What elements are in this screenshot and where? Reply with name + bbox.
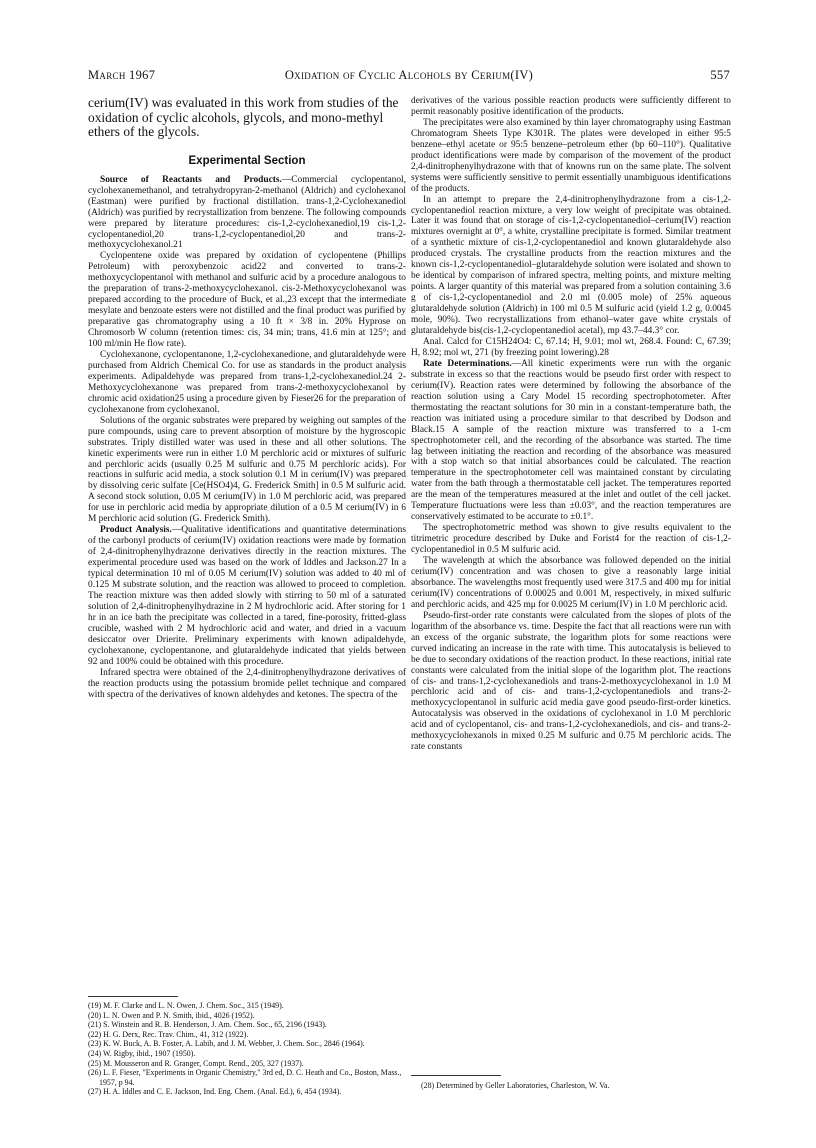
paragraph-text: —Commercial cyclopentanol, cyclohexanemethanol, and tetrahydropyran-2-methanol (Aldrich) and cyclohexanol (Eastman) were purified by fractional distillation. trans-1,2-Cyclohexanediol (Aldrich) was purified by recrystallization from benzene. The following compounds were prepared by literature procedures: cis-1,2-cyclohexanediol,19 cis-1,2-cyclopentanediol,20 trans-1,2-cyclopentanediol,20 and trans-2-methoxycyclohexanol.21 xyxy=(88,174,406,251)
left-column xyxy=(88,96,406,700)
footnote: (28) Determined by Geller Laboratories, Charleston, W. Va. xyxy=(421,1081,610,1090)
references-divider xyxy=(88,996,178,997)
references-list xyxy=(88,1001,406,1097)
paragraph-wavelength: The wavelength at which the absorbance was followed depended on the initial cerium(IV) concentration and was chosen to give a reasonably large initial absorbance. The wavelengths most frequently used were 317.5 and 400 mμ for initial cerium(IV) concentrations of 0.00025 and 0.001 M, respectively, in mixed sulfuric and perchloric acids, and 425 mμ for 0.0025 M cerium(IV) in 1.0 M perchloric acid. xyxy=(411,556,731,610)
reference-item: (19) M. F. Clarke and L. N. Owen, J. Chem. Soc., 315 (1949). xyxy=(88,1001,284,1010)
right-column xyxy=(411,96,731,753)
paragraph-text: —Qualitative identifications and quantitative determinations of the carbonyl products of cerium(IV) oxidation reactions were made by formation of 2,4-dinitrophenylhydrazone derivatives directly in the reaction mixtures. The experimental procedure used was based on the work of Iddles and Jackson.27 In a typical determination 10 ml of 0.05 M cerium(IV) solution was added to 40 ml of 0.125 M substrate solution, and the reaction was allowed to proceed to completion. The reaction mixture was then added slowly with stirring to 50 ml of a saturated solution of 2,4-dinitrophenylhydrazine in 2 M hydrochloric acid. After storing for 1 hr in an ice bath the precipitate was collected in a tared, fine-porosity, fritted-glass crucible, washed with 2 M hydrochloric acid and water, and dried in a vacuum desiccator over Drierite. Preliminary experiments with known adipaldehyde, cyclohexanone, cyclopentanone, and glutaraldehyde indicated that yields between 92 and 100% could be obtained with this procedure. xyxy=(88,525,406,667)
paragraph-tlc: The precipitates were also examined by thin layer chromatography using Eastman Chromatogram Sheets Type K301R. The plates were developed in either 95:5 benzene–ethyl acetate or 95:5 benzene–petroleum ether (bp 60–110°). Qualitative product identifications were made by comparison of the movement of the product 2,4-dinitrophenylhydrazone with that of knowns run on the same plate. The solvent systems were sufficiently sensitive to permit essentially unambiguous identifications of the products. xyxy=(411,117,731,194)
reference-item: (22) H. G. Derx, Rec. Trav. Chim., 41, 312 (1922). xyxy=(88,1029,249,1039)
paragraph-standards: Cyclohexanone, cyclopentanone, 1,2-cyclohexanedione, and glutaraldehyde were purchased from Aldrich Chemical Co. for use as standards in the product analysis experiments. Adipaldehyde was prepared from trans-1,2-cyclohexanediol.24 2-Methoxycyclohexanone was prepared from trans-2-methoxycyclohexanol by chromic acid oxidation25 using a procedure given by Fieser26 for the preparation of cyclohexanone from cyclohexanol. xyxy=(88,349,406,415)
reference-item: (21) S. Winstein and R. B. Henderson, J. Am. Chem. Soc., 65, 2196 (1943). xyxy=(88,1020,327,1030)
journal-date: March 1967 xyxy=(88,68,156,82)
paragraph-rate-determinations xyxy=(411,359,731,523)
paragraph-rate-constants: Pseudo-first-order rate constants were calculated from the slopes of plots of the logarithm of the absorbance vs. time. Despite the fact that all reactions were run with an excess of the organic substrate, the logarithm plots for some reactions were curved indicating an increase in the rate with time. This autocatalysis is believed to be due to secondary oxidations of the reaction product. In these reactions, initial rate constants were calculated from the initial slope of the logarithm plot. The reactions of cis- and trans-1,2-cyclohexanediols and trans-2-methoxycyclohexanol in 1.0 M perchloric acid and of cis- and trans-1,2-cyclopentanediols and trans-2-methoxycyclopentanol in sulfuric acid media gave good pseudo-first-order kinetics. Autocatalysis was observed in the oxidations of cyclohexanol in 1.0 M perchloric acid and of cyclopentanol, cis- and trans-1,2-cyclohexanediols, and cis- and trans-2-methoxycyclohexanols in mixed 0.25 M sulfuric and 0.75 M perchloric acids. The rate constants xyxy=(411,610,731,753)
article-running-title: Oxidation of Cyclic Alcohols by Cerium(IV) xyxy=(284,68,534,82)
runin-heading-source: Source of Reactants and Products. xyxy=(100,174,282,185)
footnote-divider xyxy=(411,1075,501,1076)
section-heading: Experimental Section xyxy=(188,154,306,167)
paragraph-glutaraldehyde-acetal: In an attempt to prepare the 2,4-dinitrophenylhydrazone from a cis-1,2-cyclopentanediol reaction mixture, a very low weight of precipitate was obtained. Later it was found that on storage of cis-1,2-cyclopentanediol–cerium(IV) reaction mixtures overnight at 0°, a white, crystalline precipitate is formed. Similar treatment of a synthetic mixture of cis-1,2-cyclopentanediol and known glutaraldehyde also produced crystals. The crystalline products from the reaction mixtures and the known cis-1,2-cyclopentanediol–glutaraldehyde solution were isolated and shown to be identical by comparison of infrared spectra, melting points, and mixture melting points. A larger quantity of this material was prepared from a solution containing 3.6 g of cis-1,2-cyclopentanediol and 2.0 ml (0.005 mole) of 25% aqueous glutaraldehyde solution (Aldrich) in 100 ml 0.5 M sulfuric acid (yield 1.2 g, 0.0045 mole, 90%). Two recrystallizations from ethanol–water gave white crystals of glutaraldehyde bis(cis-1,2-cyclopentanediol acetal), mp 43.7–44.3° cor. xyxy=(411,194,731,337)
paragraph-analysis: Anal. Calcd for C15H24O4: C, 67.14; H, 9.01; mol wt, 268.4. Found: C, 67.39; H, 8.92; mol wt, 271 (by freezing point lowering).28 xyxy=(411,336,731,358)
reference-item: (20) L. N. Owen and P. N. Smith, ibid., 4026 (1952). xyxy=(88,1010,255,1020)
running-head xyxy=(88,68,730,84)
reference-item: (26) L. F. Fieser, "Experiments in Organic Chemistry," 3rd ed, D. C. Heath and Co., Boston, Mass., 1957, p 94. xyxy=(88,1068,402,1087)
lead-paragraph: cerium(IV) was evaluated in this work from studies of the oxidation of cyclic alcohols, glycols, and mono-methyl ethers of the glycols. xyxy=(88,95,399,140)
page-number: 557 xyxy=(710,68,730,82)
runin-heading-rate: Rate Determinations. xyxy=(423,358,512,369)
runin-heading-product-analysis: Product Analysis. xyxy=(100,525,172,536)
paragraph-product-analysis xyxy=(88,525,406,667)
reference-item: (27) H. A. Iddles and C. E. Jackson, Ind. Eng. Chem. (Anal. Ed.), 6, 454 (1934). xyxy=(88,1087,342,1097)
reference-item: (24) W. Rigby, ibid., 1907 (1950). xyxy=(88,1048,196,1058)
paragraph-infrared-spectra: Infrared spectra were obtained of the 2,4-dinitrophenylhydrazone derivatives of the reaction products using the potassium bromide pellet technique and compared with spectra of the derivatives of known aldehydes and ketones. The spectra of the xyxy=(88,667,406,700)
paragraph-cyclopentene-oxide: Cyclopentene oxide was prepared by oxidation of cyclopentene (Phillips Petroleum) with peroxybenzoic acid22 and converted to trans-2-methoxycyclopentanol with methanol and sulfuric acid by a procedure analogous to the preparation of trans-2-methoxycyclohexanol. cis-2-Methoxycyclohexanol was prepared according to the procedure of Buck, et al.,23 except that the intermediate mesylate and benzoate esters were not distilled and the final product was purified by preparative gas chromatography using a 10 ft × 3/8 in. 20% Hyprose on Chromosorb W column (retention times: cis, 34 min; trans, 41.6 min at 125°; and 100 ml/min He flow rate). xyxy=(88,251,406,350)
paragraph-spectrophotometric: The spectrophotometric method was shown to give results equivalent to the titrimetric procedure described by Duke and Forist4 for the reaction of cis-1,2-cyclopentanediol in 0.5 M sulfuric acid. xyxy=(411,523,731,556)
reference-item: (23) K. W. Buck, A. B. Foster, A. Labib, and J. M. Webber, J. Chem. Soc., 2846 (1964). xyxy=(88,1039,365,1049)
reference-item: (25) M. Mousseron and R. Granger, Compt. Rend., 205, 327 (1937). xyxy=(88,1058,304,1068)
paragraph-text: —All kinetic experiments were run with the organic substrate in excess so that the reactions would be pseudo first order with respect to cerium(IV). Reaction rates were determined by following the absorbance of the reaction solution using a Cary Model 15 recording spectrophotometer. After thermostating the reactant solutions for 30 min in a constant-temperature bath, the reaction was initiated using a procedure similar to that described by Dodson and Black.15 A sample of the reaction mixture was transferred to a 1-cm spectrophotometer cell, and the recording of the absorbance was started. The time lag between initiating the reaction and recording of the absorbance was measured with a stop watch so that initial absorbances could be calculated. The reaction temperature in the spectrophotometer cell was maintained constant by circulating water from the bath through a thermostatable cell jacket. The temperatures reported are the mean of the temperatures measured at the inlet and outlet of the cell jacket. Temperature fluctuations were less than ±0.03°, and the reaction temperatures are conservatively estimated to be accurate to ±0.1°. xyxy=(411,358,731,523)
paragraph-continued: derivatives of the various possible reaction products were sufficiently different to permit reasonably positive identification of the products. xyxy=(411,96,731,117)
paragraph-source-of-reactants xyxy=(88,175,406,252)
paragraph-solutions: Solutions of the organic substrates were prepared by weighing out samples of the pure compounds, using care to prevent absorption of moisture by the hygroscopic substrates. Triply distilled water was used in these and all other solutions. The kinetic experiments were run in either 1.0 M perchloric acid or mixtures of sulfuric and perchloric acids (usually 0.25 M sulfuric and 0.75 M perchloric acids). For reactions in sulfuric acid media, a stock solution 0.1 M in cerium(IV) was prepared by dissolving ceric sulfate [Ce(HSO4)4, G. Frederick Smith] in 0.5 M sulfuric acid. A second stock solution, 0.05 M cerium(IV) in 1.0 M perchloric acid, was prepared for use in perchloric acid media by appropriate dilution of a 0.5 M cerium(IV) in 6 M perchloric acid solution (G. Frederick Smith). xyxy=(88,415,406,525)
